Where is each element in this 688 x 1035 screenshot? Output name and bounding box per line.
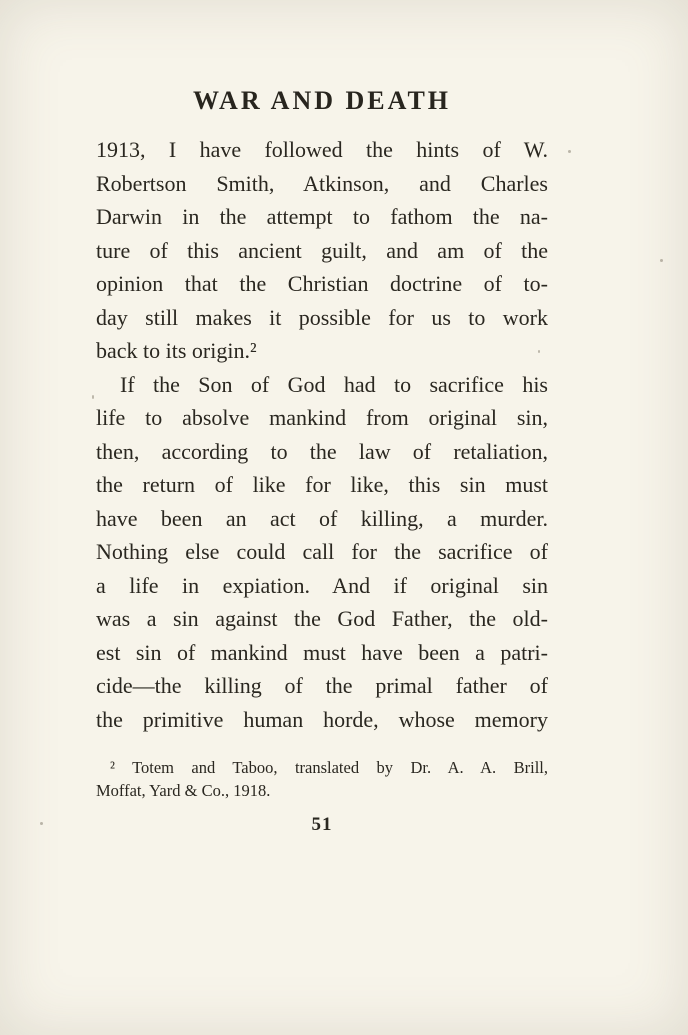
text-line: have been an act of killing, a murder. [96, 505, 548, 531]
page-number: 51 [311, 814, 333, 835]
scan-speck [660, 259, 663, 262]
scan-speck [568, 150, 571, 153]
page-heading: WAR AND DEATH [192, 86, 452, 115]
text-line: Darwin in the attempt to fathom the na- [96, 204, 548, 229]
scan-speck [538, 350, 540, 353]
scan-speck [92, 395, 94, 399]
text-line: cide—the killing of the primal father of [96, 673, 548, 698]
text-line: day still makes it possible for us to work [96, 304, 548, 330]
paragraph [96, 133, 548, 368]
text-line: back to its origin.² [96, 338, 257, 363]
text-line: 1913, I have followed the hints of W. [96, 137, 548, 162]
text-line: If the Son of God had to sacrifice his [120, 371, 548, 397]
text-line: then, according to the law of retaliation, [96, 438, 548, 464]
footnote [96, 757, 548, 802]
text-line: est sin of mankind must have been a patri- [96, 639, 548, 665]
text-line: Robertson Smith, Atkinson, and Charles [96, 170, 548, 196]
body-text [96, 133, 548, 736]
text-line: ture of this ancient guilt, and am of the [96, 237, 548, 263]
text-line: the primitive human horde, whose memory [96, 706, 548, 732]
text-line: life to absolve mankind from original sin, [96, 405, 548, 430]
scan-speck [40, 822, 43, 825]
text-line: opinion that the Christian doctrine of to- [96, 271, 548, 296]
footnote-line: ² Totem and Taboo, translated by Dr. A. A. Brill, [110, 758, 548, 777]
text-line: Nothing else could call for the sacrifice of [96, 539, 548, 564]
footnote-line: Moffat, Yard & Co., 1918. [96, 780, 271, 800]
text-line: a life in expiation. And if original sin [96, 572, 548, 598]
paragraph [96, 368, 548, 737]
text-line: the return of like for like, this sin must [96, 472, 548, 497]
text-line: was a sin against the God Father, the old- [96, 606, 548, 631]
